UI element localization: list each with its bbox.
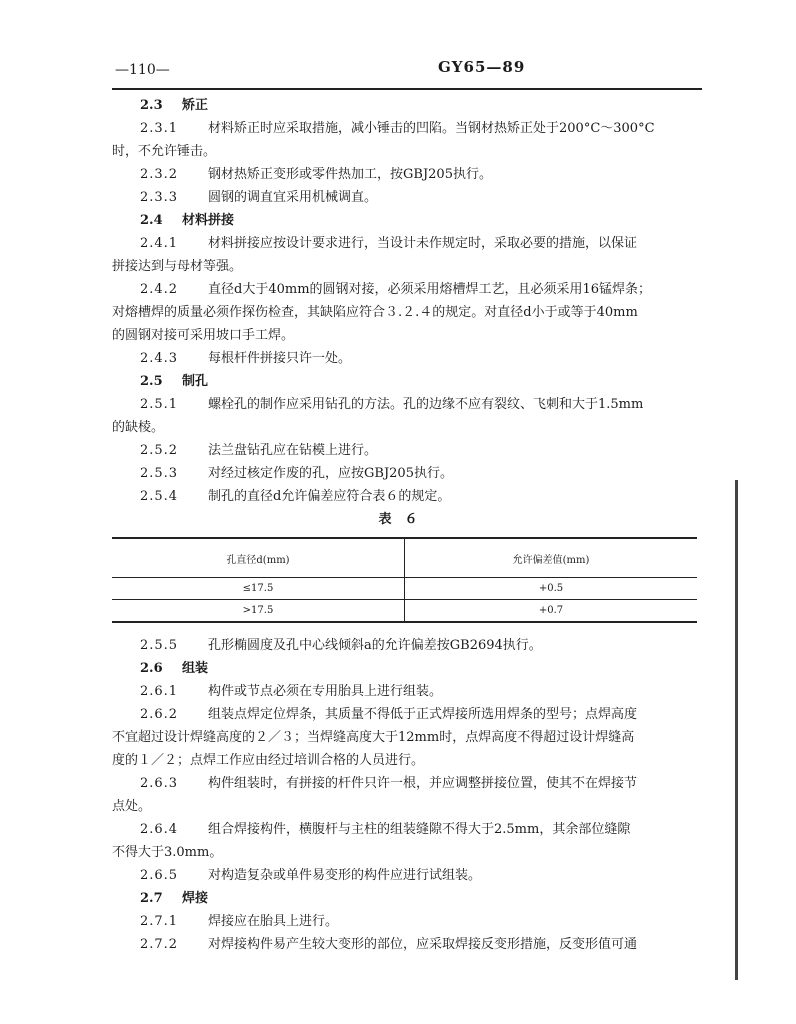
clause-text: 螺栓孔的制作应采用钻孔的方法。孔的边缘不应有裂纹、飞刺和大于1.5mm xyxy=(208,397,644,412)
clause-text: 构件或节点必须在专用胎具上进行组装。 xyxy=(208,684,443,699)
header-rule xyxy=(112,88,702,90)
section-heading xyxy=(112,370,697,393)
page-number: —110— xyxy=(115,62,170,78)
table-row xyxy=(112,578,697,600)
clause-number: 2.3.2 xyxy=(140,167,179,182)
clause-continuation: 拼接达到与母材等强。 xyxy=(112,259,243,274)
clause-number: 2.5.4 xyxy=(140,489,179,504)
clause-text: 孔形椭圆度及孔中心线倾斜a的允许偏差按GB2694执行。 xyxy=(208,638,542,653)
clause xyxy=(112,818,697,841)
clause-number: 2.5.1 xyxy=(140,397,179,412)
clause-text: 对焊接构件易产生较大变形的部位，应采取焊接反变形措施，反变形值可通 xyxy=(208,937,638,952)
section-number: 2.3 xyxy=(140,98,163,113)
clause xyxy=(112,186,697,209)
clause-text: 对构造复杂或单件易变形的构件应进行试组装。 xyxy=(208,868,482,883)
standard-code: GY65—89 xyxy=(438,58,526,76)
section-heading xyxy=(112,657,697,680)
clause-text: 焊接应在胎具上进行。 xyxy=(208,914,339,929)
clause xyxy=(112,278,697,301)
clause-number: 2.7.2 xyxy=(140,937,179,952)
clause xyxy=(112,232,697,255)
clause-text: 直径d大于40mm的圆钢对接，必须采用熔槽焊工艺，且必须采用16锰焊条； xyxy=(208,282,652,297)
clause-number: 2.4.3 xyxy=(140,351,179,366)
clause xyxy=(112,439,697,462)
clause-continuation: 的缺棱。 xyxy=(112,420,165,435)
table-cell-tolerance: +0.7 xyxy=(538,605,564,616)
clause-continuation: 点处。 xyxy=(112,799,152,814)
clause xyxy=(112,117,697,140)
section-number: 2.4 xyxy=(140,213,163,228)
section-title: 焊接 xyxy=(182,891,209,906)
clause-number: 2.4.2 xyxy=(140,282,179,297)
clause xyxy=(112,703,697,726)
clause xyxy=(112,933,697,956)
clause-number: 2.5.5 xyxy=(140,638,179,653)
clause-number: 2.5.2 xyxy=(140,443,179,458)
clause-continuation: 不得大于3.0mm。 xyxy=(112,845,223,860)
clause-continuation: 时，不允许锤击。 xyxy=(112,144,217,159)
clause-text: 圆钢的调直宜采用机械调直。 xyxy=(208,190,378,205)
section-number: 2.7 xyxy=(140,891,163,906)
tolerance-table-wrap xyxy=(112,537,697,623)
clause-number: 2.6.1 xyxy=(140,684,179,699)
table-header-row xyxy=(112,538,697,578)
clause-continuation: 不宜超过设计焊缝高度的２／３；当焊缝高度大于12mm时，点焊高度不得超过设计焊缝高 xyxy=(112,730,635,745)
clause-text: 制孔的直径d允许偏差应符合表６的规定。 xyxy=(208,489,451,504)
clause xyxy=(112,772,697,795)
clause xyxy=(112,485,697,508)
clause-continuation: 度的１／２；点焊工作应由经过培训合格的人员进行。 xyxy=(112,753,425,768)
clause-text: 材料矫正时应采取措施，减小锤击的凹陷。当钢材热矫正处于200°C～300°C xyxy=(208,121,655,136)
clause-number: 2.6.5 xyxy=(140,868,179,883)
table-cell-diameter: >17.5 xyxy=(112,600,405,623)
clause xyxy=(112,634,697,657)
clause xyxy=(112,462,697,485)
table-title: 表 ６ xyxy=(378,512,418,527)
clause-number: 2.5.3 xyxy=(140,466,179,481)
clause-number: 2.6.4 xyxy=(140,822,179,837)
section-heading xyxy=(112,887,697,910)
section-heading xyxy=(112,94,697,117)
clause xyxy=(112,393,697,416)
clause xyxy=(112,864,697,887)
table-header-diameter: 孔直径d(mm) xyxy=(112,538,405,578)
clause-continuation: 对熔槽焊的质量必须作探伤检查，其缺陷应符合３.２.４的规定。对直径d小于或等于40mm xyxy=(112,305,638,320)
clause xyxy=(112,163,697,186)
table-cell-tolerance: +0.5 xyxy=(538,583,564,594)
table-row xyxy=(112,600,697,623)
clause-text: 组装点焊定位焊条，其质量不得低于正式焊接所选用焊条的型号；点焊高度 xyxy=(208,707,638,722)
clause-number: 2.6.2 xyxy=(140,707,179,722)
clause-number: 2.6.3 xyxy=(140,776,179,791)
clause-number: 2.3.3 xyxy=(140,190,179,205)
section-title: 材料拼接 xyxy=(182,213,235,228)
clause-text: 对经过核定作废的孔，应按GBJ205执行。 xyxy=(208,466,453,481)
clause-continuation: 的圆钢对接可采用坡口手工焊。 xyxy=(112,328,295,343)
section-title: 矫正 xyxy=(182,98,209,113)
clause xyxy=(112,680,697,703)
body-text-bottom xyxy=(112,634,697,956)
tolerance-table xyxy=(112,537,697,623)
section-title: 制孔 xyxy=(182,374,209,389)
table-header-tolerance: 允许偏差值(mm) xyxy=(512,554,590,566)
clause-text: 组合焊接构件，横腹杆与主柱的组装缝隙不得大于2.5mm，其余部位缝隙 xyxy=(208,822,631,837)
clause-text: 钢材热矫正变形或零件热加工，按GBJ205执行。 xyxy=(208,167,492,182)
page-header xyxy=(0,58,796,86)
clause-text: 构件组装时，有拼接的杆件只许一根，并应调整拼接位置，使其不在焊接节 xyxy=(208,776,638,791)
section-number: 2.6 xyxy=(140,661,163,676)
section-title: 组装 xyxy=(182,661,209,676)
section-heading xyxy=(112,209,697,232)
clause-number: 2.3.1 xyxy=(140,121,179,136)
clause xyxy=(112,347,697,370)
clause-text: 每根杆件拼接只许一处。 xyxy=(208,351,352,366)
clause-number: 2.4.1 xyxy=(140,236,179,251)
clause-number: 2.7.1 xyxy=(140,914,179,929)
scan-edge-mark xyxy=(735,480,738,980)
section-number: 2.5 xyxy=(140,374,163,389)
body-text-top xyxy=(112,94,697,508)
clause xyxy=(112,910,697,933)
clause-text: 法兰盘钻孔应在钻模上进行。 xyxy=(208,443,378,458)
clause-text: 材料拼接应按设计要求进行，当设计未作规定时，采取必要的措施，以保证 xyxy=(208,236,638,251)
table-cell-diameter: ≤17.5 xyxy=(112,578,405,600)
